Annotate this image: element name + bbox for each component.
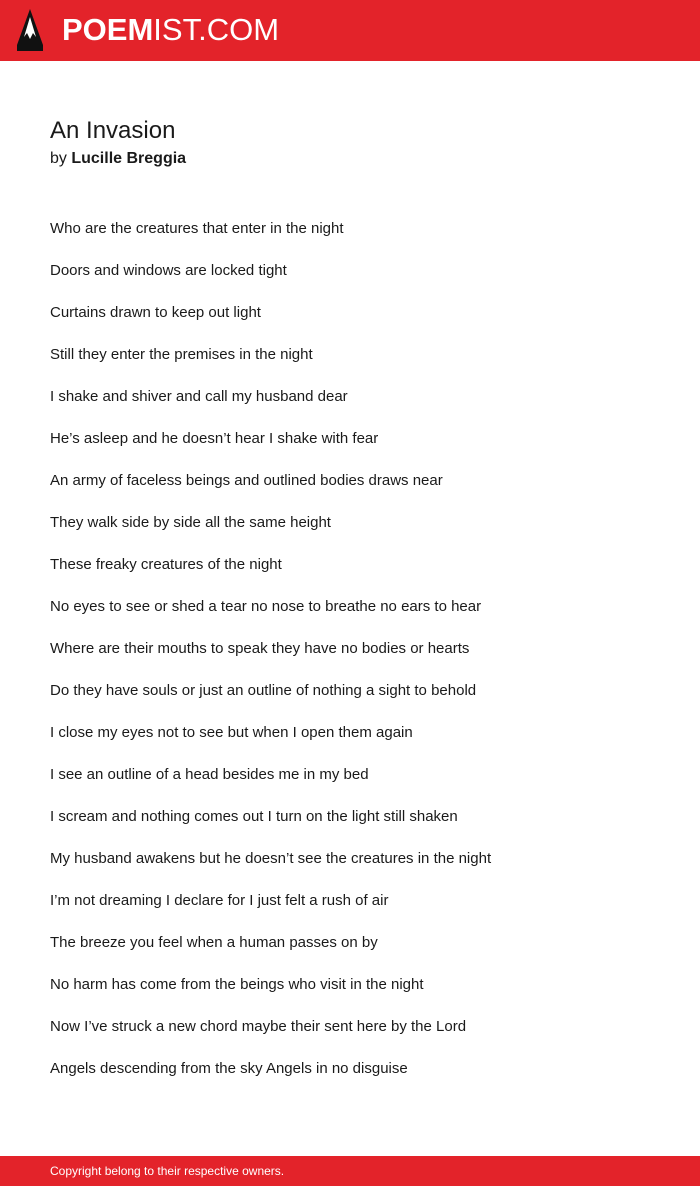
poem-line: Do they have souls or just an outline of nothing a sight to behold [50,682,477,699]
poem-line: An army of faceless beings and outlined bodies draws near [50,472,443,489]
copyright-notice: Copyright belong to their respective owners. [50,1164,285,1178]
poem-line: Doors and windows are locked tight [50,262,287,279]
poem-line: Still they enter the premises in the night [50,346,313,363]
site-footer [0,1156,700,1186]
poem-line: Who are the creatures that enter in the night [50,220,344,237]
poem-line: Angels descending from the sky Angels in no disguise [50,1060,408,1077]
pencil-tip-icon[interactable] [17,9,43,51]
poem-title: An Invasion [50,117,176,144]
poem-line: No harm has come from the beings who visit in the night [50,976,424,993]
poem-line: The breeze you feel when a human passes on by [50,934,378,951]
poem-line: My husband awakens but he doesn’t see the creatures in the night [50,850,492,867]
poem-line: I see an outline of a head besides me in my bed [50,766,369,783]
poem-line: Curtains drawn to keep out light [50,304,261,321]
site-logo[interactable] [62,12,279,48]
poem-body [50,218,491,1100]
by-label: by [50,150,67,167]
poem-line: No eyes to see or shed a tear no nose to breathe no ears to hear [50,598,482,615]
site-header [0,0,700,61]
byline [50,148,186,170]
poem-line: I close my eyes not to see but when I open them again [50,724,413,741]
poem-line: He’s asleep and he doesn’t hear I shake with fear [50,430,379,447]
poem-line: I shake and shiver and call my husband dear [50,388,348,405]
poem-line: Where are their mouths to speak they have no bodies or hearts [50,640,470,657]
poem-line: They walk side by side all the same height [50,514,331,531]
poem-line: I’m not dreaming I declare for I just felt a rush of air [50,892,389,909]
author-name: Lucille Breggia [71,150,187,167]
logo-text-bold: POEM [62,12,154,47]
poem-line: These freaky creatures of the night [50,556,282,573]
logo-text-light: IST.COM [153,12,280,47]
poem-line: Now I’ve struck a new chord maybe their sent here by the Lord [50,1018,467,1035]
poem-line: I scream and nothing comes out I turn on the light still shaken [50,808,458,825]
